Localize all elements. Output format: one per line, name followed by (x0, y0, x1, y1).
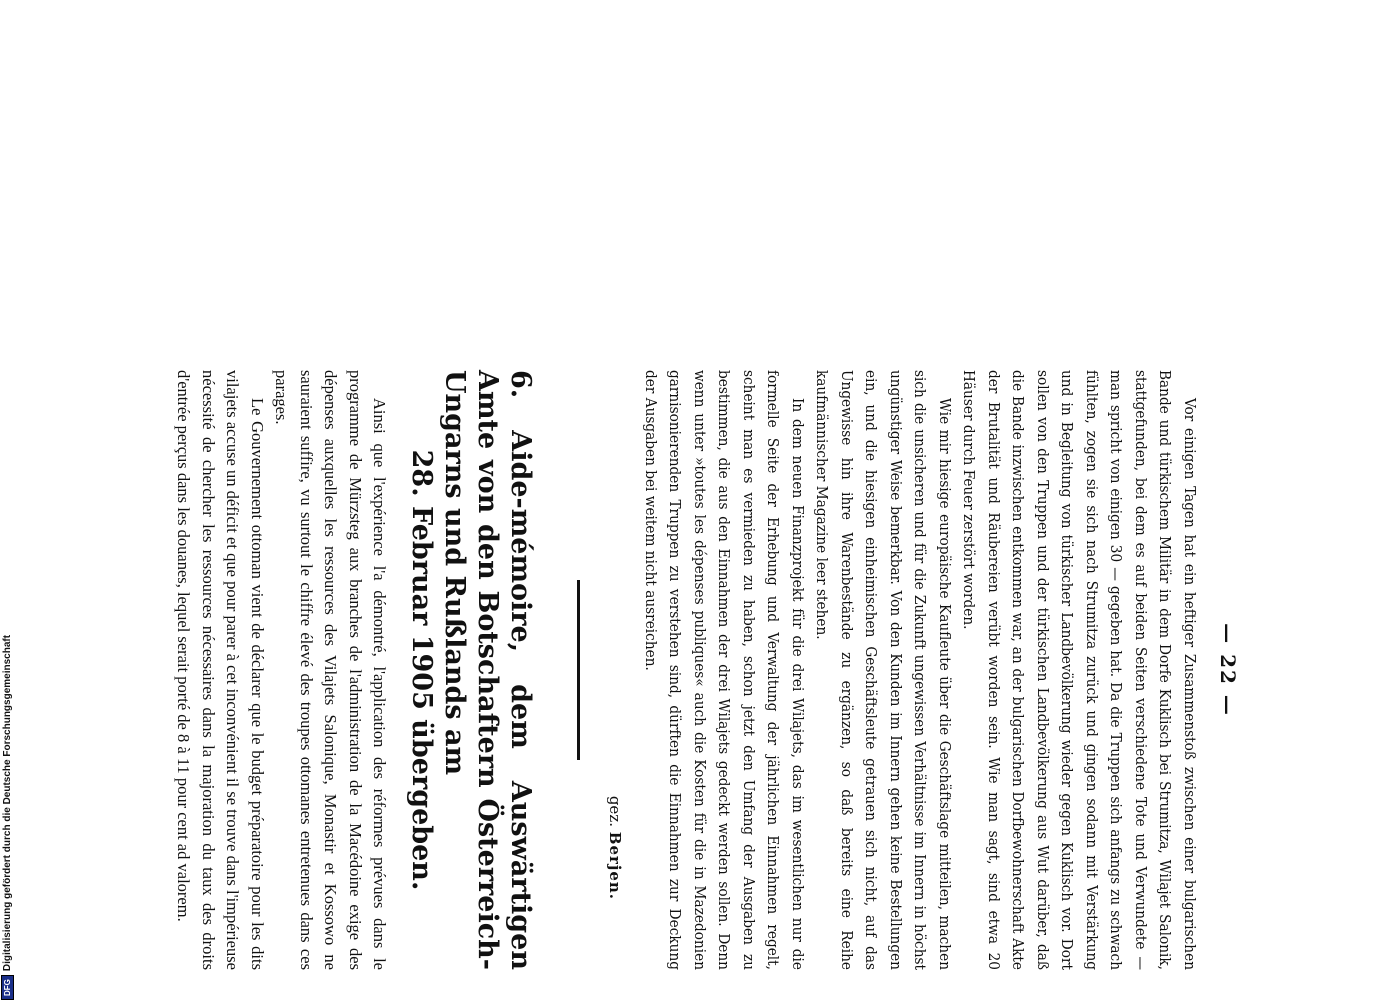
section-heading-line1: 6. Aide-mémoire, dem Auswärtigen Amte von den Botschaftern Österreich-Ungarns und Rußlands am (439, 370, 537, 970)
german-paragraph-3: In dem neuen Finanzprojekt für die drei Wilajets, das im wesentlichen nur die formelle Seite der Erhebung und Verwaltung der jährlichen Einnahmen regelt, scheint man es vermieden zu haben, schon jetzt den Umfang der Ausgaben zu bestimmen, die aus den Einnahmen der drei Wilajets gedeckt werden sollen. Denn wenn unter »toutes les dépenses publiques« auch die Kosten für die in Mazedonien garnisonierenden Truppen zu verstehen sind, dürften die Einnahmen zur Deckung der Ausgaben bei weitem nicht ausreichen. (642, 370, 807, 970)
page-number: — 22 — (1216, 623, 1240, 717)
french-paragraph-2: Le Gouvernement ottoman vient de déclarer que le budget préparatoire pour les dits vilajets accuse un déficit et que pour parer à cet inconvénient il se trouve dans l'impérieuse nécessité de chercher les ressources nécessaires dans la majoration du taux des droits d'entrée perçus dans les douanes, lequel serait porté de 8 à 11 pour cent ad valorem. (174, 370, 267, 970)
german-paragraph-2: Wie mir hiesige europäische Kaufleute über die Geschäftslage mitteilen, machen sich die unsicheren und für die Zukunft ungewissen Verhältnisse im Innern in höchst ungünstiger Weise bemerkbar. Von den Kunden im Innern gehen keine Bestellungen ein, und die hiesigen einheimischen Geschäftsleute getrauen sich nicht, auf das Ungewisse hin ihre Warenbestände zu ergänzen, so daß bereits eine Reihe kaufmännischer Magazine leer stehen. (813, 370, 954, 970)
section-heading-line2: 28. Februar 1905 übergeben. (406, 449, 438, 891)
page-content (140, 340, 1260, 1000)
section-divider (578, 580, 581, 760)
rotated-page (140, 340, 1260, 1000)
signature (607, 370, 625, 900)
credit-text: Digitalisierung gefördert durch die Deutsche Forschungsgemeinschaft (1, 634, 13, 972)
section-heading (406, 370, 538, 970)
signature-prefix: gez. (606, 795, 625, 827)
french-paragraph-1: Ainsi que l'expérience l'a démontré, l'application des réformes prévues dans le programme de Mürzsteg aux branches de l'administration de la Macédoine exige des dépenses auxquelles les ressources des Vilajets Salonique, Monastir et Kossowo ne sauraient suffire, vu surtout le chiffre élevé des troupes ottomanes entretenues dans ces parages. (272, 370, 390, 970)
dfg-logo: DFG (1, 975, 14, 1000)
signature-name: Berjen. (606, 831, 625, 900)
german-paragraph-1: Vor einigen Tagen hat ein heftiger Zusammenstoß zwischen einer bulgarischen Bande und türkischem Militär in dem Dorfe Kuklisch bei Strumitza, Wilajet Salonik, stattgefunden, bei dem es auf beiden Seiten verschiedene Tote und Verwundete — man spricht von einigen 30 — gegeben hat. Da die Truppen sich anfangs zu schwach fühlten, zogen sie sich nach Strumitza zurück und gingen sodann mit Verstärkung und in Begleitung von türkischer Landbevölkerung wieder gegen Kuklisch vor. Dort sollen von den Truppen und der türkischen Landbevölkerung aus Wut darüber, daß die Bande inzwischen entkommen war, an der bulgarischen Dorfbewohnerschaft Akte der Brutalität und Räubereien verübt worden sein. Wie man sagt, sind etwa 20 Häuser durch Feuer zerstört worden. (960, 370, 1199, 970)
digitization-credit (0, 600, 14, 1000)
